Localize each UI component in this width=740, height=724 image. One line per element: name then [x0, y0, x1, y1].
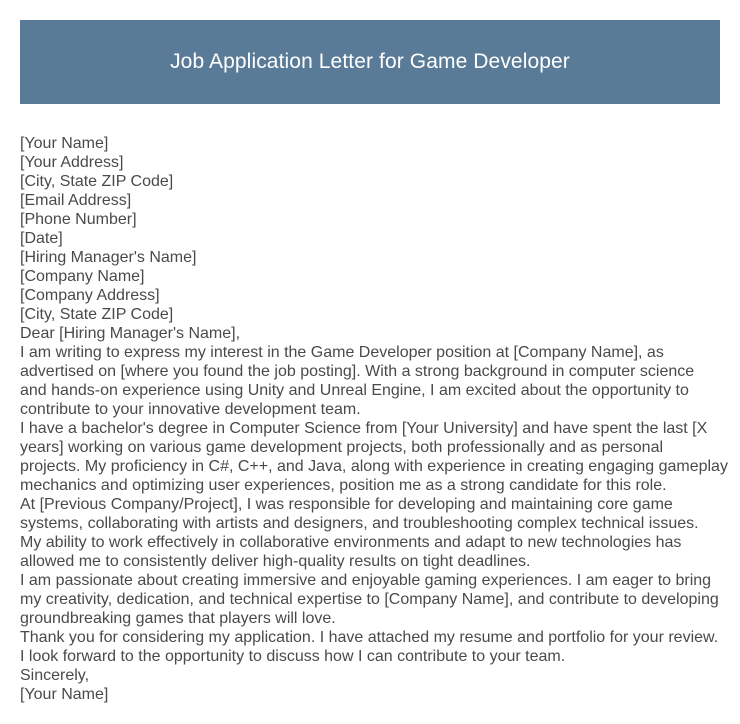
body-line: My ability to work effectively in collaborative environments and adapt to new technologies has [20, 534, 682, 551]
body-line: contribute to your innovative development team. [20, 401, 361, 418]
body-line: allowed me to consistently deliver high-quality results on tight deadlines. [20, 553, 531, 570]
sender-address: [Your Address] [20, 154, 124, 171]
closing: Sincerely, [20, 667, 90, 684]
recipient-company: [Company Name] [20, 268, 145, 285]
letter-date: [Date] [20, 230, 63, 247]
body-line: I am passionate about creating immersive and enjoyable gaming experiences. I am eager to bring [20, 572, 712, 589]
body-line: mechanics and optimizing user experiences, position me as a strong candidate for this role. [20, 477, 667, 494]
body-line: groundbreaking games that players will love. [20, 610, 336, 627]
sender-phone: [Phone Number] [20, 211, 137, 228]
body-line: I look forward to the opportunity to discuss how I can contribute to your team. [20, 648, 566, 665]
recipient-city-state-zip: [City, State ZIP Code] [20, 306, 174, 323]
page-title: Job Application Letter for Game Developer [170, 50, 570, 73]
body-line: I am writing to express my interest in the Game Developer position at [Company Name], as [20, 344, 664, 361]
signature-name: [Your Name] [20, 686, 109, 703]
body-line: years] working on various game development projects, both professionally and as personal [20, 439, 664, 456]
recipient-address: [Company Address] [20, 287, 160, 304]
sender-city-state-zip: [City, State ZIP Code] [20, 173, 174, 190]
body-line: projects. My proficiency in C#, C++, and Java, along with experience in creating engaging gameplay [20, 458, 728, 475]
body-line: systems, collaborating with artists and designers, and troubleshooting complex technical issues. [20, 515, 699, 532]
body-line: my creativity, dedication, and technical expertise to [Company Name], and contribute to developing [20, 591, 719, 608]
salutation: Dear [Hiring Manager's Name], [20, 325, 241, 342]
body-line: advertised on [where you found the job posting]. With a strong background in computer science [20, 363, 695, 380]
body-line: and hands-on experience using Unity and Unreal Engine, I am excited about the opportunity to [20, 382, 689, 399]
sender-name: [Your Name] [20, 135, 109, 152]
sender-email: [Email Address] [20, 192, 132, 209]
letter-body [20, 134, 726, 704]
recipient-name: [Hiring Manager's Name] [20, 249, 197, 266]
body-line: Thank you for considering my application. I have attached my resume and portfolio for your review. [20, 629, 719, 646]
title-banner [20, 20, 720, 104]
body-line: At [Previous Company/Project], I was responsible for developing and maintaining core game [20, 496, 673, 513]
body-line: I have a bachelor's degree in Computer Science from [Your University] and have spent the last [X [20, 420, 708, 437]
